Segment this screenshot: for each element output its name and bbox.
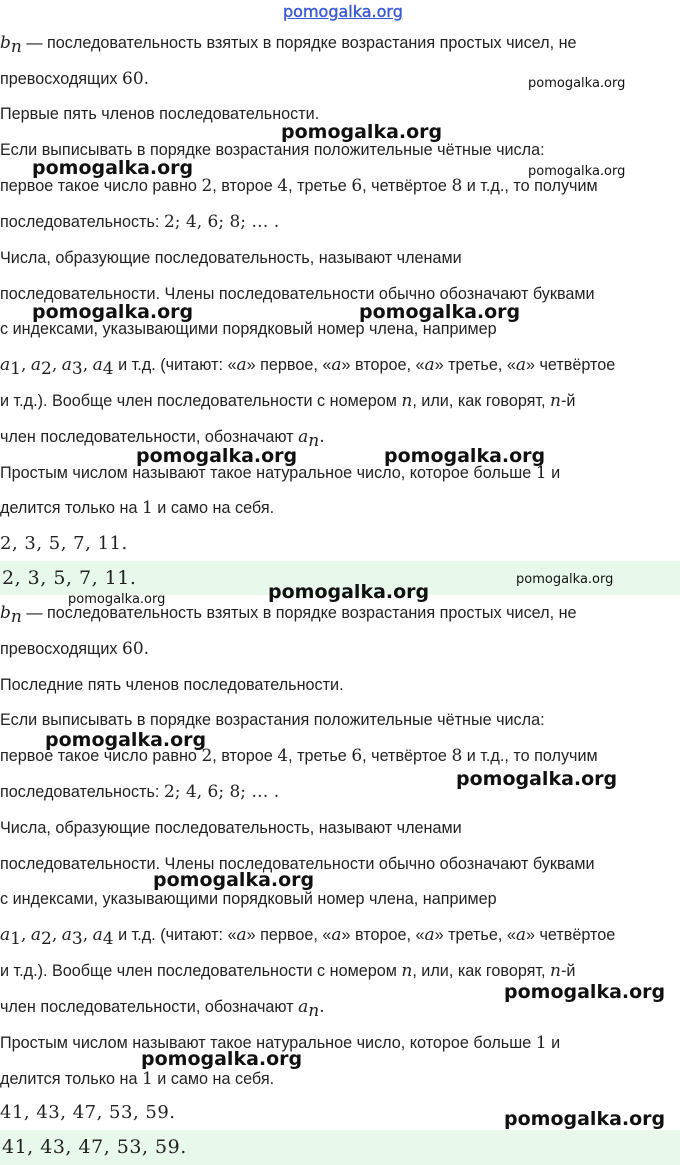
num: 4 [277,176,289,196]
sub: 3 [71,929,83,950]
b2-line-11 [0,961,680,981]
watermark: pomogalka.org [136,445,298,467]
watermark: pomogalka.org [528,164,626,179]
answer-value: 41, 43, 47, 53, 59. [2,1136,187,1158]
sub: 1 [10,359,21,380]
prime-sequence: 41, 43, 47, 53, 59. [0,1102,176,1123]
b2-answer-box [0,1130,680,1165]
var-a: a [236,355,247,375]
text: последовательность: [0,213,160,231]
site-watermark-link[interactable]: pomogalka.org [283,2,403,21]
text: Простым числом называют такое натуральное число, которое больше [0,464,532,482]
sub-n: n [308,1001,320,1022]
var-a: a [0,355,11,375]
b2-line-13 [0,1033,680,1053]
b1-line-9: с индексами, указывающими порядковый номер члена, например [0,320,497,338]
text: » третье, « [434,926,516,944]
b1-line-7: Числа, образующие последовательность, называют членами [0,249,462,267]
text: , третье [288,177,347,195]
watermark: pomogalka.org [359,301,521,323]
b2-line-14 [0,1069,680,1089]
sub: 4 [102,929,114,950]
b1-line-4: Если выписывать в порядке возрастания положительные чётные числа: [0,141,545,159]
text: и т.д.). Вообще член последовательности с номером [0,392,397,410]
b1-line-12: член последовательности, обозначают $a_n$. [0,427,325,452]
text: — последовательность взятых в порядке возрастания простых чисел, не [26,34,577,52]
num: 1 [535,1033,547,1053]
text: -й [560,962,576,980]
watermark: pomogalka.org [141,1048,303,1070]
b2-line-3: Последние пять членов последовательности. [0,676,344,694]
watermark: pomogalka.org [45,729,207,751]
var-a: a [331,355,342,375]
sub: 3 [71,359,83,380]
var-n: n [401,391,413,411]
watermark: pomogalka.org [153,869,315,891]
num: 1 [141,1069,153,1089]
watermark: pomogalka.org [68,592,166,607]
watermark: pomogalka.org [268,581,430,603]
watermark: pomogalka.org [504,1108,666,1130]
sub-n: n [10,607,22,628]
sub-n: n [308,431,320,452]
var-a: a [92,355,103,375]
text: член последовательности, обозначают [0,428,294,446]
text: и само на себя. [157,1070,275,1088]
text: и т.д., то получим [466,177,598,195]
text: » первое, « [246,356,332,374]
text: и т.д. (читают: « [118,356,237,374]
b1-line-5 [0,176,680,196]
var-n: n [550,391,561,411]
text: последовательность: [0,783,160,801]
var-a: a [61,925,72,945]
num: 1 [535,463,547,483]
text: , четвёртое [362,177,447,195]
text: , третье [288,747,347,765]
text: — последовательность взятых в порядке возрастания простых чисел, не [26,604,577,622]
b2-line-7: Числа, образующие последовательность, называют членами [0,819,462,837]
text: делится только на [0,1070,138,1088]
text: , четвёртое [362,747,447,765]
text: , второе [212,177,273,195]
b2-line-4: Если выписывать в порядке возрастания положительные чётные числа: [0,711,545,729]
text: член последовательности, обозначают [0,998,294,1016]
b1-line-1 [0,33,680,58]
num: 4 [277,746,289,766]
watermark: pomogalka.org [516,572,614,587]
var-n: n [401,961,413,981]
var-n: n [550,961,561,981]
var-b: b [0,33,11,53]
text: и т.д. (читают: « [118,926,237,944]
num: 2 [201,746,213,766]
sub: 2 [41,359,52,380]
text: » третье, « [434,356,516,374]
var-a: a [61,355,72,375]
sub: 1 [10,929,21,950]
text: и т.д., то получим [466,747,598,765]
watermark: pomogalka.org [32,301,194,323]
b2-line-9: с индексами, указывающими порядковый номер члена, например [0,890,497,908]
text: и само на себя. [157,499,275,517]
sub-n: n [10,37,22,58]
b1-sequence [0,534,680,554]
text: и т.д.). Вообще член последовательности с номером [0,962,397,980]
b2-line-12: член последовательности, обозначают $a_n$. [0,997,325,1022]
b1-line-3: Первые пять членов последовательности. [0,105,320,123]
text: » четвёртое [525,356,616,374]
num-60: 60. [122,639,150,659]
num: 6 [351,176,363,196]
b1-line-13 [0,463,680,483]
b2-line-10: $a_1$, $a_2$, $a_3$, $a_4$ и т.д. (читают: «a» первое, «a» второе, «a» третье, «a» четвёртое [0,925,616,950]
text: и [551,464,561,482]
var-a: a [236,925,247,945]
text: » второе, « [341,356,425,374]
var-a: a [298,997,309,1017]
text: Простым числом называют такое натуральное число, которое больше [0,1034,532,1052]
text: и [551,1034,561,1052]
num: 6 [351,746,363,766]
var-a: a [0,925,11,945]
text: » второе, « [341,926,425,944]
var-a: a [515,355,526,375]
watermark: pomogalka.org [384,445,546,467]
num: 8 [451,746,463,766]
text: , второе [212,747,273,765]
b1-line-11 [0,391,680,411]
var-a: a [424,355,435,375]
watermark: pomogalka.org [32,157,194,179]
text: первое такое число равно [0,177,197,195]
num: 2 [201,176,213,196]
text: превосходящих [0,640,118,658]
sub: 2 [41,929,52,950]
num: 8 [451,176,463,196]
text: » четвёртое [525,926,616,944]
var-a: a [92,925,103,945]
text: , или, как говорят, [412,392,546,410]
var-a: a [30,925,42,945]
watermark: pomogalka.org [456,768,618,790]
text: делится только на [0,499,138,517]
text: » первое, « [246,926,332,944]
text: превосходящих [0,70,118,88]
answer-value: 2, 3, 5, 7, 11. [2,567,137,589]
var-a: a [515,925,526,945]
b1-line-10: $a_1$, $a_2$, $a_3$, $a_4$ и т.д. (читают: «a» первое, «a» второе, «a» третье, «a» четвёртое [0,355,616,380]
var-b: b [0,603,11,623]
var-a: a [331,925,342,945]
b2-line-2 [0,639,680,659]
num-60: 60. [122,69,150,89]
even-sequence: 2; 4, 6; 8; … . [163,212,280,232]
watermark: pomogalka.org [504,981,666,1003]
sub: 4 [102,359,114,380]
prime-sequence: 2, 3, 5, 7, 11. [0,533,128,554]
text: первое такое число равно [0,747,197,765]
num: 1 [141,498,153,518]
watermark: pomogalka.org [281,121,443,143]
even-sequence: 2; 4, 6; 8; … . [163,782,280,802]
b1-line-6 [0,212,680,232]
watermark: pomogalka.org [528,76,626,91]
var-a: a [30,355,42,375]
b1-line-14 [0,498,680,518]
b1-line-8: последовательности. Члены последовательности обычно обозначают буквами [0,285,595,303]
b2-line-8: последовательности. Члены последовательности обычно обозначают буквами [0,855,595,873]
var-a: a [424,925,435,945]
var-a: a [298,427,309,447]
text: , или, как говорят, [412,962,546,980]
text: -й [560,392,576,410]
